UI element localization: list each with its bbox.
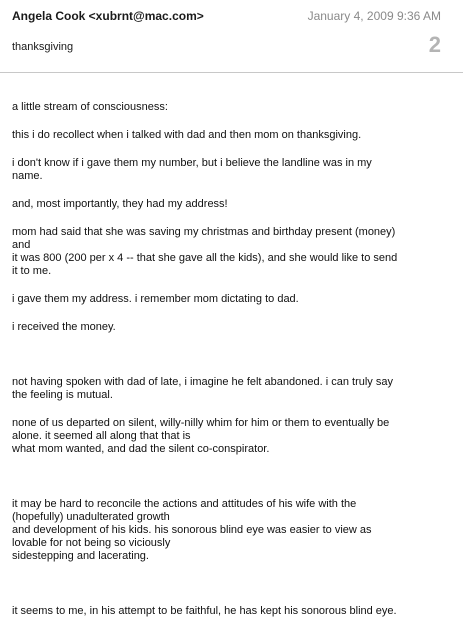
body-paragraph — [12, 101, 444, 114]
message-header — [0, 0, 463, 73]
body-line: (hopefully) unadulterated growth — [12, 511, 170, 523]
body-line: name. — [12, 170, 43, 182]
body-paragraph — [12, 376, 444, 402]
body-line: i don't know if i gave them my number, but i believe the landline was in my — [12, 157, 372, 169]
body-line: and development of his kids. his sonorous blind eye was easier to view as — [12, 524, 372, 536]
body-paragraph — [12, 129, 444, 142]
message-body — [12, 101, 444, 633]
body-line: i gave them my address. i remember mom dictating to dad. — [12, 293, 299, 305]
body-line: and, most importantly, they had my address! — [12, 198, 228, 210]
body-line: mom had said that she was saving my christmas and birthday present (money) — [12, 226, 396, 238]
body-line: alone. it seemed all along that that is — [12, 430, 191, 442]
body-line: a little stream of consciousness: — [12, 101, 168, 113]
body-line: this i do recollect when i talked with dad and then mom on thanksgiving. — [12, 129, 362, 141]
body-paragraph — [12, 498, 444, 563]
message-subject: thanksgiving — [12, 41, 74, 53]
body-line: what mom wanted, and dad the silent co-conspirator. — [12, 443, 270, 455]
body-line: the feeling is mutual. — [12, 389, 113, 401]
body-line: sidestepping and lacerating. — [12, 550, 149, 562]
message-count-badge[interactable]: 2 — [428, 32, 441, 57]
body-line: none of us departed on silent, willy-nilly whim for him or them to eventually be — [12, 417, 390, 429]
body-paragraph — [12, 198, 444, 211]
body-line: i received the money. — [12, 321, 116, 333]
body-paragraph — [12, 157, 444, 183]
body-paragraph — [12, 417, 444, 456]
body-line: it was 800 (200 per x 4 -- that she gave all the kids), and she would like to send — [12, 252, 398, 264]
body-line: not having spoken with dad of late, i imagine he felt abandoned. i can truly say — [12, 376, 393, 388]
body-line: lovable for not being so viciously — [12, 537, 171, 549]
body-line: it may be hard to reconcile the actions and attitudes of his wife with the — [12, 498, 357, 510]
sender-name[interactable]: Angela Cook <xubrnt@mac.com> — [12, 9, 204, 23]
body-line: it seems to me, in his attempt to be faithful, he has kept his sonorous blind eye. — [12, 605, 397, 617]
body-paragraph — [12, 293, 444, 306]
body-paragraph — [12, 605, 444, 618]
message-date: January 4, 2009 9:36 AM — [307, 9, 441, 23]
body-line: it to me. — [12, 265, 52, 277]
body-paragraph — [12, 321, 444, 334]
body-paragraph — [12, 226, 444, 278]
body-line: and — [12, 239, 31, 251]
